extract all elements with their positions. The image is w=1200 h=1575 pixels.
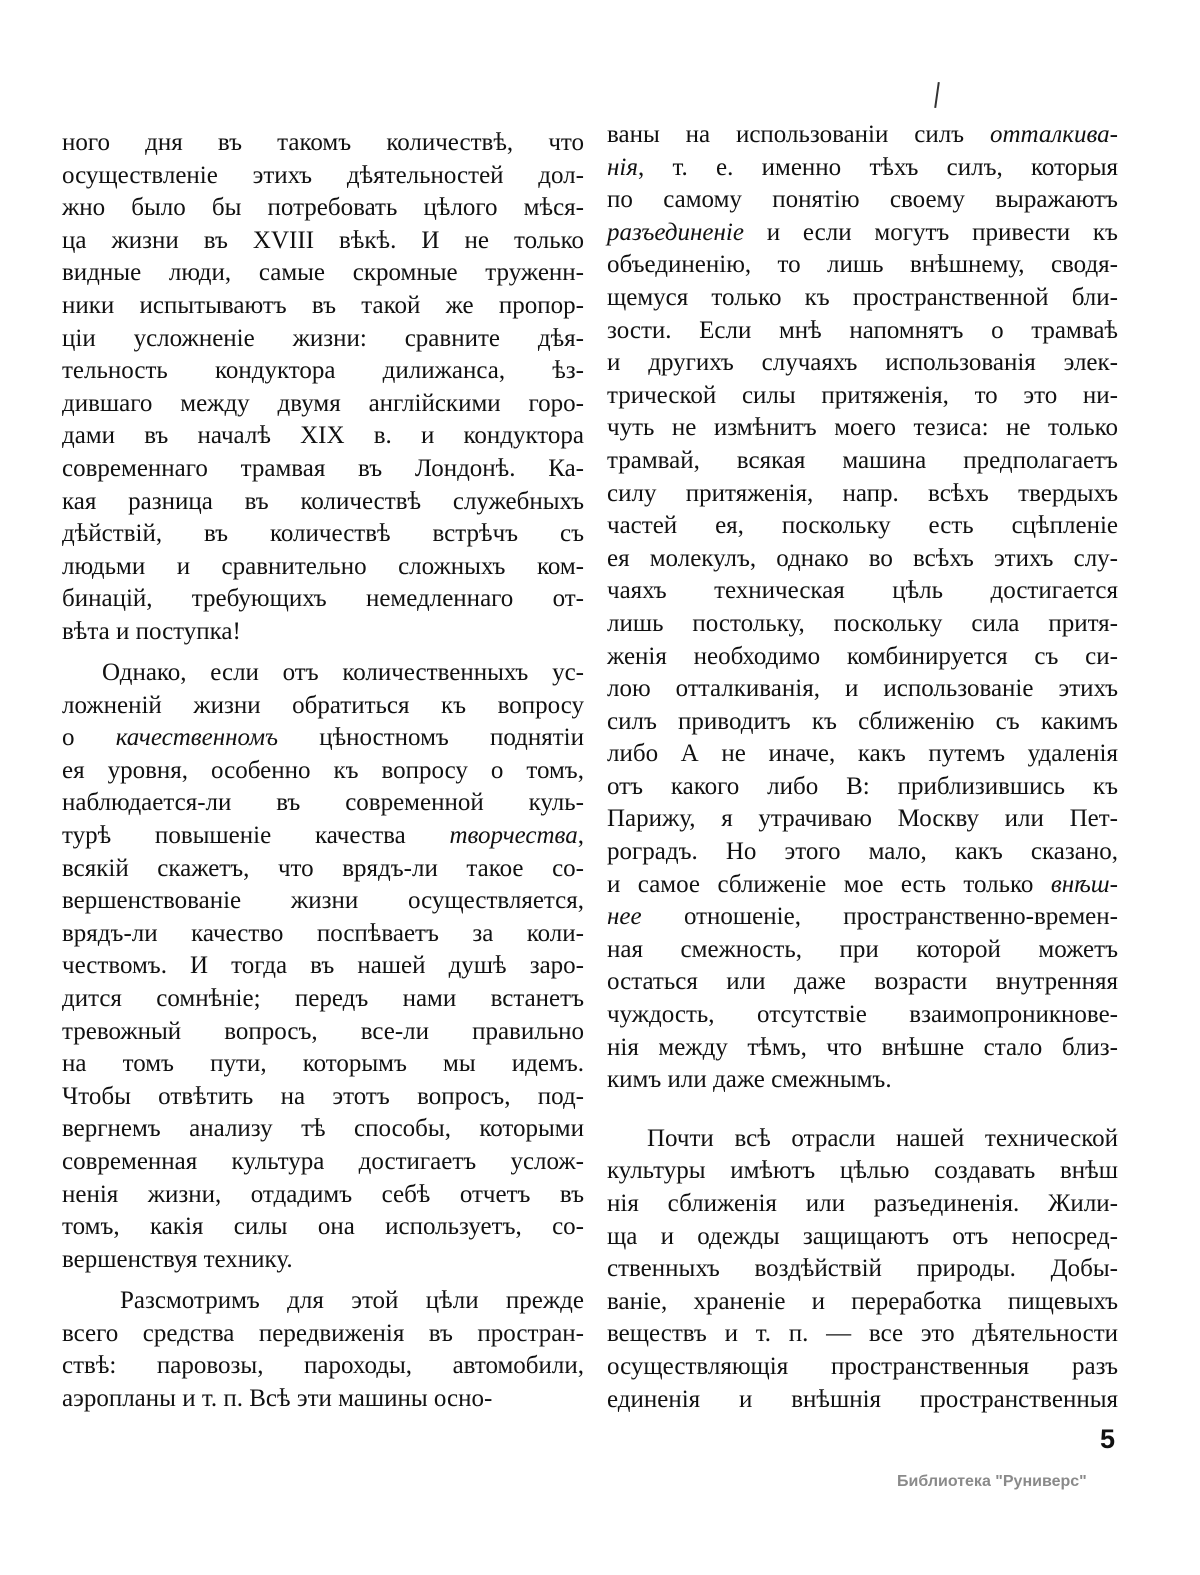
- text-line: Разсмотримъ для этой цѣли прежде: [120, 1286, 584, 1314]
- text-line: единенія и внѣшнія пространственныя: [607, 1385, 1118, 1413]
- text-segment: турѣ повышеніе качества: [62, 822, 450, 850]
- text-line: веществъ и т. п. — все это дѣятельности: [607, 1320, 1118, 1348]
- text-line: на томъ пути, которымъ мы идемъ.: [62, 1050, 584, 1078]
- text-line: ея уровня, особенно къ вопросу о томъ,: [62, 756, 584, 784]
- text-line: нія сближенія или разъединенія. Жили-: [607, 1190, 1118, 1217]
- text-line: щемуся только къ пространственной бли-: [607, 283, 1118, 311]
- paragraph: [62, 127, 584, 649]
- text-line: вергнемъ анализу тѣ способы, которыми: [62, 1115, 584, 1143]
- text-line: дится сомнѣніе; передъ нами встанетъ: [62, 985, 584, 1013]
- text-line: томъ, какія силы она используетъ, со-: [62, 1213, 584, 1241]
- text-line: ея молекулъ, однако во всѣхъ этихъ слу-: [607, 544, 1118, 572]
- text-line: тревожный вопросъ, все-ли правильно: [62, 1017, 584, 1045]
- text-line: силъ приводитъ къ сближенію съ какимъ: [607, 707, 1118, 735]
- text-line: чуть не измѣнитъ моего тезиса: не только: [607, 414, 1118, 442]
- text-segment: , т. е. именно тѣхъ силъ, которыя: [637, 153, 1118, 181]
- text-line: тельность кондуктора дилижанса, ѣз-: [62, 357, 584, 385]
- text-line: по самому понятію своему выражаютъ: [607, 186, 1118, 214]
- italic-emphasis: отталкива-: [989, 121, 1118, 148]
- text-line: силу притяженія, напр. всѣхъ твердыхъ: [607, 479, 1118, 507]
- text-line: всякій скажетъ, что врядъ-ли такое со-: [62, 854, 584, 882]
- text-line: дившаго между двумя англійскими горо-: [62, 389, 584, 417]
- text-line: [62, 722, 584, 755]
- text-line: [62, 820, 584, 853]
- text-line: современная культура достигаетъ услож-: [62, 1148, 584, 1175]
- text-line: чествомъ. И тогда въ нашей душѣ заро-: [62, 952, 584, 980]
- text-line: ная смежность, при которой можетъ: [607, 935, 1118, 963]
- text-line: осуществляющія пространственныя разъ: [607, 1352, 1118, 1380]
- text-line: бинацій, требующихъ немедленнаго от-: [62, 585, 584, 613]
- text-segment: отношеніе, пространственно-времен-: [641, 903, 1118, 931]
- text-line: ціи усложненіе жизни: сравните дѣя-: [62, 324, 584, 352]
- text-line: дами въ началѣ XIX в. и кондуктора: [62, 422, 584, 450]
- text-line: аэропланы и т. п. Всѣ эти машины осно-: [62, 1384, 493, 1412]
- text-line: трической силы притяженія, то это ни-: [607, 381, 1118, 409]
- text-segment: и самое сближеніе мое есть только: [607, 870, 1051, 898]
- text-line: чуждость, отсутствіе взаимопроникнове-: [607, 1001, 1118, 1029]
- text-segment: и если могутъ привести къ: [743, 218, 1118, 246]
- text-line: ственныхъ воздѣйствій природы. Добы-: [607, 1255, 1118, 1283]
- text-segment: ,: [577, 822, 584, 850]
- text-line: женія необходимо комбинируется съ си-: [607, 642, 1118, 670]
- text-line: отъ какого либо В: приблизившись къ: [607, 772, 1118, 800]
- italic-emphasis: внѣш-: [1050, 870, 1118, 898]
- text-segment: о: [62, 724, 116, 752]
- text-line: всего средства передвиженія въ простран-: [62, 1319, 584, 1347]
- text-line: лою отталкиванія, и использованіе этихъ: [607, 675, 1118, 703]
- page-number: 5: [1100, 1424, 1116, 1454]
- text-line: [607, 217, 1118, 250]
- text-line: наблюдается-ли въ современной куль-: [62, 789, 584, 817]
- paragraph: [62, 657, 584, 1276]
- text-line: трамвай, всякая машина предполагаетъ: [607, 446, 1118, 474]
- text-line: ща и одежды защищаютъ отъ непосред-: [607, 1222, 1118, 1250]
- text-line: жно было бы потребовать цѣлого мѣся-: [62, 194, 584, 222]
- text-line: вершенствованіе жизни осуществляется,: [62, 887, 584, 915]
- text-line: роградъ. Но этого мало, какъ сказано,: [607, 838, 1118, 866]
- italic-emphasis: нія: [607, 153, 638, 181]
- text-line: [607, 901, 1118, 934]
- text-segment: цѣностномъ поднятіи: [278, 724, 585, 752]
- text-line: частей ея, поскольку есть сцѣпленіе: [607, 512, 1118, 540]
- text-line: [607, 119, 1118, 152]
- text-line: вѣта и поступка!: [62, 617, 241, 645]
- text-segment: ваны на использованіи силъ: [607, 121, 990, 148]
- text-line: дѣйствій, въ количествѣ встрѣчъ съ: [62, 520, 584, 548]
- paragraph: [62, 1285, 584, 1415]
- text-column-right: [607, 119, 1118, 1416]
- text-line: видные люди, самые скромные труженн-: [62, 259, 584, 287]
- text-line: вершенствуя технику.: [62, 1245, 293, 1273]
- text-line: ствѣ: паровозы, пароходы, автомобили,: [62, 1352, 584, 1380]
- text-line: врядъ-ли качество поспѣваетъ за коли-: [62, 919, 584, 947]
- text-line: осуществленіе этихъ дѣятельностей дол-: [62, 161, 584, 189]
- text-line: людьми и сравнительно сложныхъ ком-: [62, 552, 584, 580]
- text-line: культуры имѣютъ цѣлью создавать внѣш: [607, 1157, 1118, 1185]
- text-line: Однако, если отъ количественныхъ ус-: [102, 659, 584, 687]
- text-line: Парижу, я утрачиваю Москву или Пет-: [607, 805, 1118, 833]
- italic-emphasis: качественномъ: [115, 724, 279, 752]
- text-line: Почти всѣ отрасли нашей технической: [647, 1124, 1118, 1152]
- text-line: нія между тѣмъ, что внѣшне стало близ-: [607, 1033, 1118, 1061]
- italic-emphasis: разъединеніе: [607, 218, 744, 246]
- italic-emphasis: нее: [607, 903, 642, 931]
- library-watermark: Библиотека "Руниверс": [897, 1473, 1087, 1490]
- text-line: либо А не иначе, какъ путемъ удаленія: [607, 740, 1118, 768]
- scan-mark: [934, 82, 940, 108]
- text-line: чаяхъ техническая цѣль достигается: [607, 577, 1118, 605]
- text-line: кимъ или даже смежнымъ.: [607, 1066, 892, 1094]
- paragraph: [607, 1123, 1118, 1416]
- text-line: ненія жизни, отдадимъ себѣ отчетъ въ: [62, 1180, 584, 1208]
- italic-emphasis: творчества: [449, 822, 578, 850]
- text-line: современнаго трамвая въ Лондонѣ. Ка-: [62, 454, 584, 482]
- text-line: Чтобы отвѣтить на этотъ вопросъ, под-: [62, 1082, 584, 1110]
- text-line: ложненій жизни обратиться къ вопросу: [62, 691, 584, 719]
- text-line: и другихъ случаяхъ использованія элек-: [607, 349, 1118, 377]
- text-line: ваніе, храненіе и переработка пищевыхъ: [607, 1287, 1118, 1315]
- text-line: кая разница въ количествѣ служебныхъ: [62, 487, 584, 515]
- text-line: лишь постольку, поскольку сила притя-: [607, 609, 1118, 637]
- text-line: ники испытываютъ въ такой же пропор-: [62, 291, 584, 319]
- text-line: [607, 869, 1118, 902]
- text-column-left: [62, 127, 584, 1415]
- text-line: ного дня въ такомъ количествѣ, что: [62, 129, 584, 156]
- text-line: [607, 152, 1118, 185]
- text-line: ца жизни въ XVIII вѣкѣ. И не только: [62, 226, 584, 254]
- text-line: остаться или даже возрасти внутренняя: [607, 968, 1118, 996]
- text-line: объединенію, то лишь внѣшнему, сводя-: [607, 251, 1118, 279]
- text-line: зости. Если мнѣ напомнятъ о трамваѣ: [607, 316, 1118, 344]
- paragraph: [607, 119, 1118, 1097]
